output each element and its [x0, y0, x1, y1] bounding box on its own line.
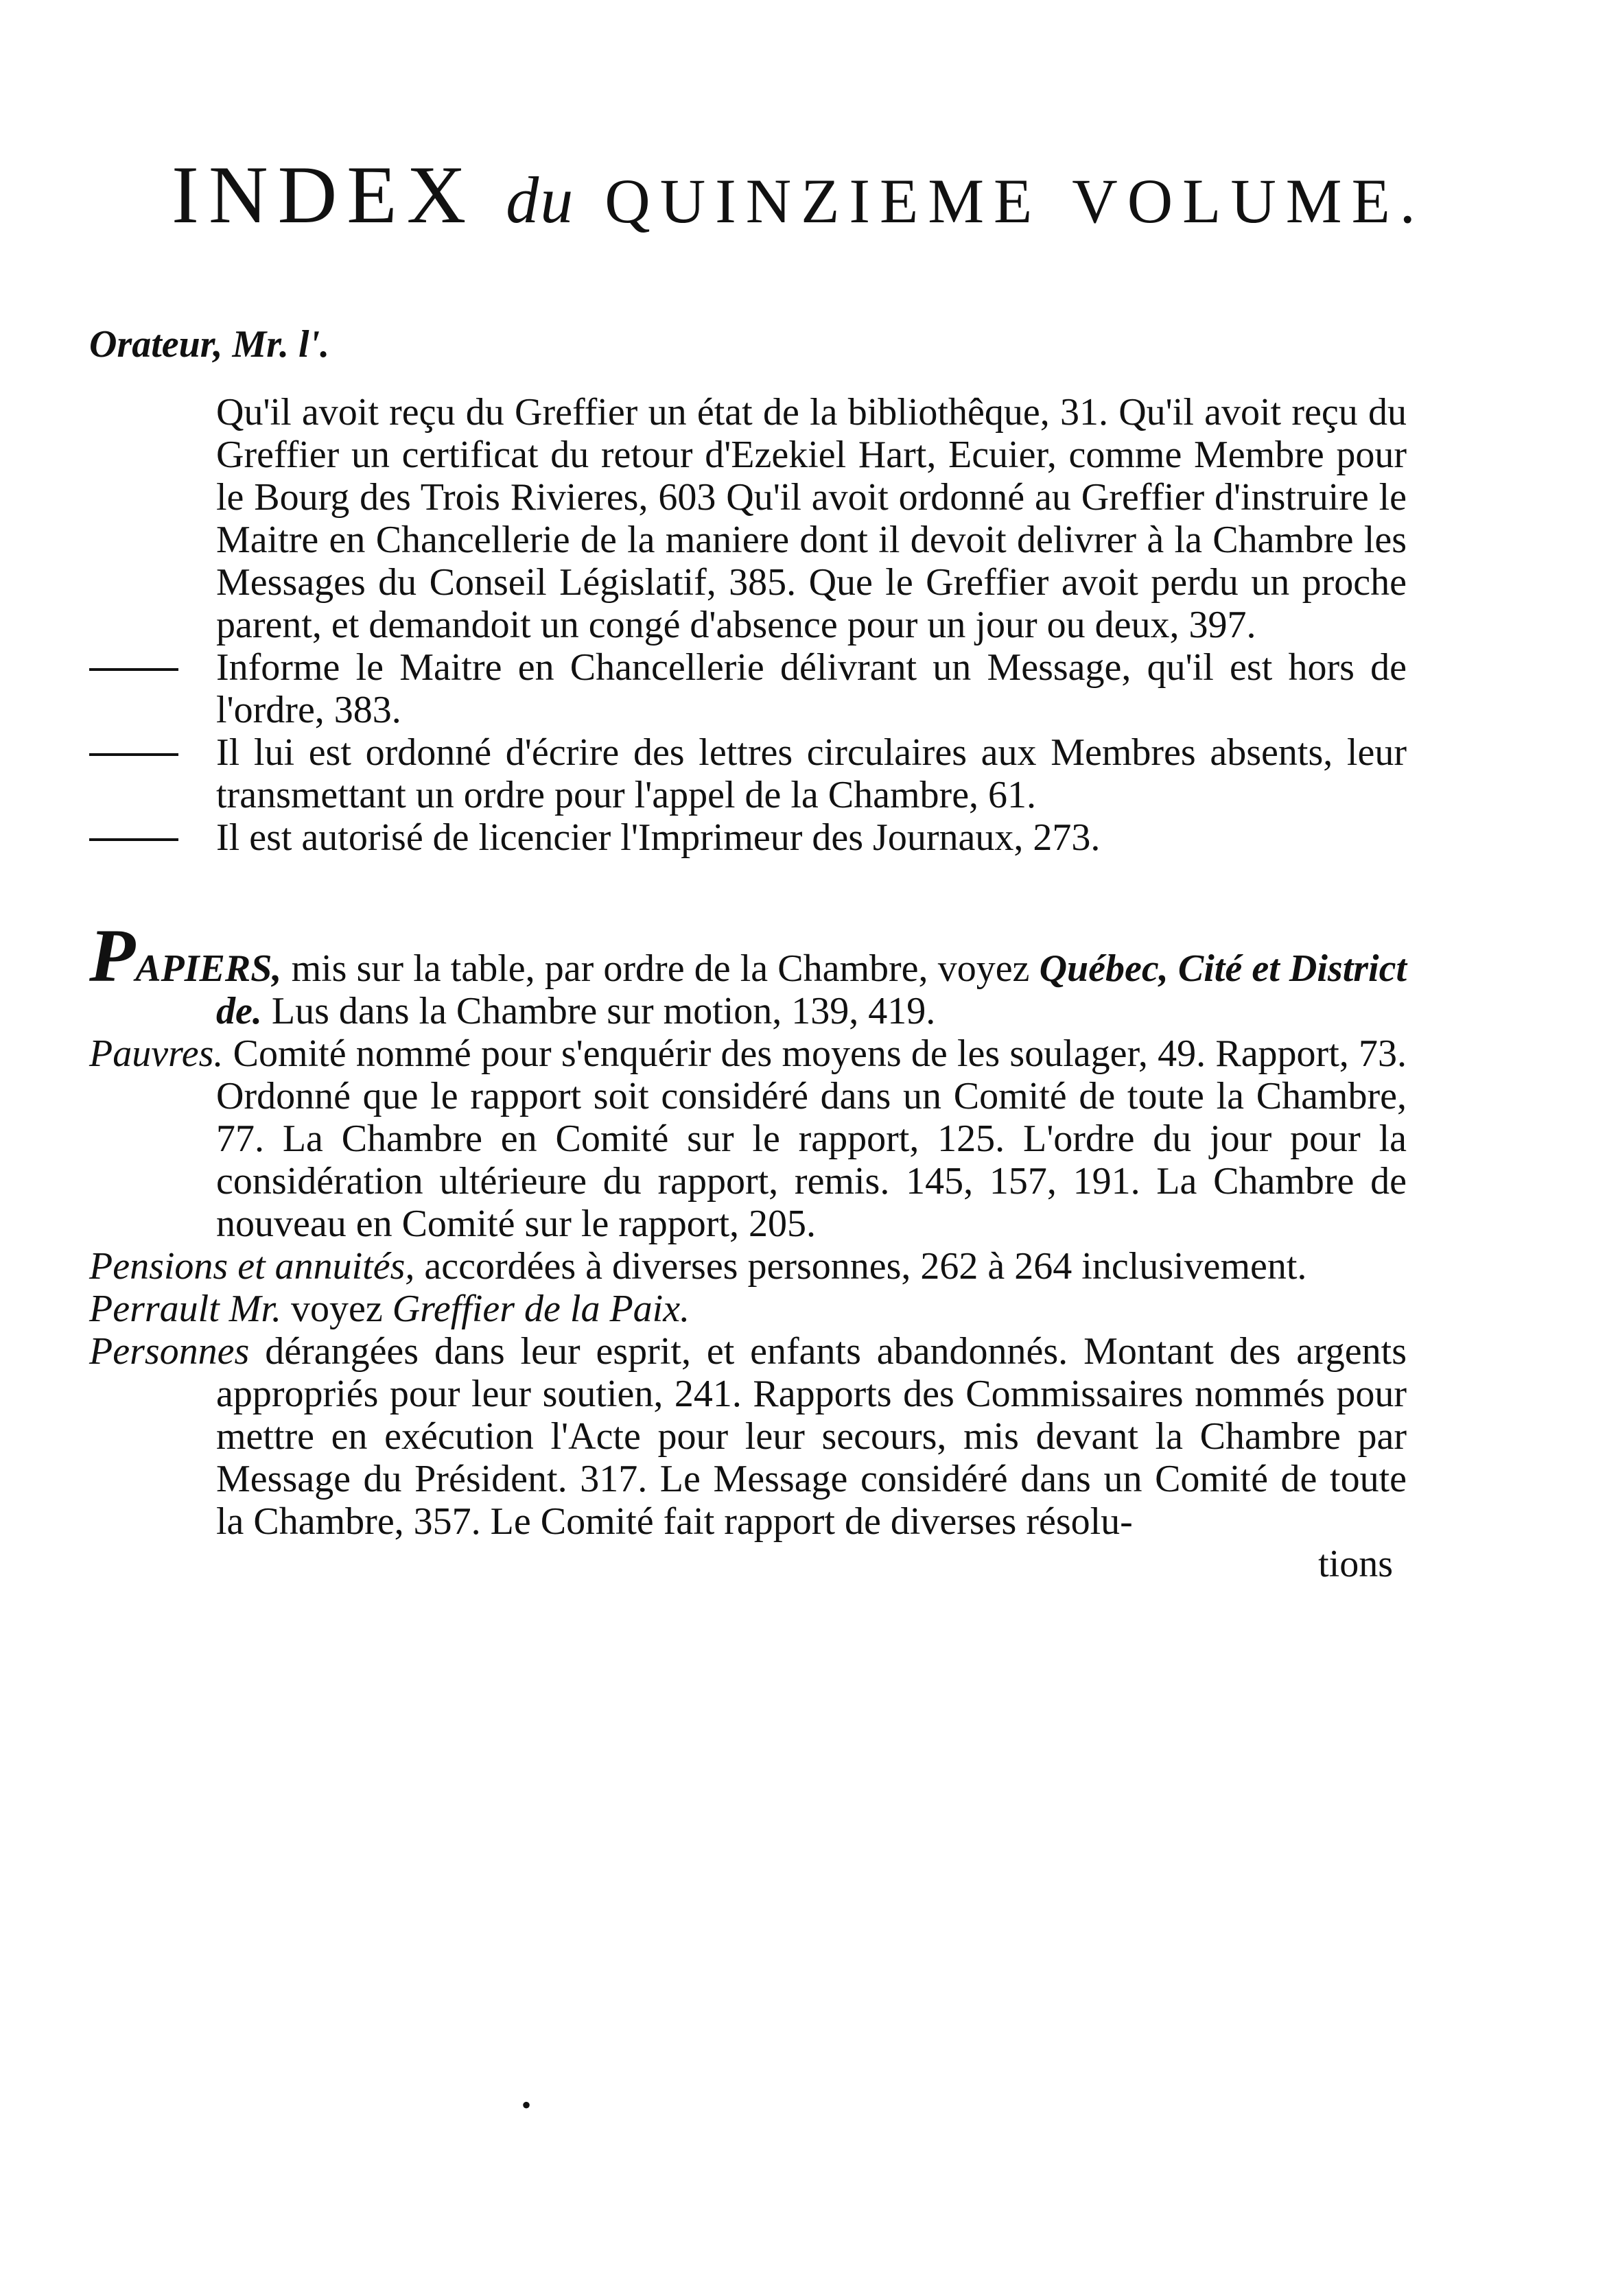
entry-text: voyez — [291, 1288, 383, 1330]
catchword: tions — [1318, 1543, 1393, 1585]
orateur-subentry-3 — [89, 816, 1407, 859]
subentry-text: Informe le Maitre en Chancellerie délivrant un Message, qu'il est hors de l'ordre, 383. — [216, 646, 1407, 731]
entry-head: Pauvres. — [89, 1032, 224, 1075]
entry-papiers — [89, 914, 1407, 1032]
cross-reference: Québec, Cité et District de. — [216, 947, 1407, 1032]
entry-pensions — [89, 1245, 1407, 1288]
entry-head: Perrault Mr. — [89, 1288, 281, 1330]
entry-text: Comité nommé pour s'enquérir des moyens de les soulager, 49. Rapport, 73. Ordonné que le rapport soit considéré dans un Comité de toute la Chambre, 77. La Chambre en Comité sur le rapport, 125. L'ordre du jour pour la considération ultérieure du rapport, remis. 145, 157, 191. La Chambre de nouveau en Comité sur le rapport, 205. — [216, 1032, 1407, 1245]
subentry-text: Il est autorisé de licencier l'Imprimeur des Journaux, 273. — [216, 816, 1101, 859]
title-volume: VOLUME. — [1072, 166, 1425, 236]
entry-text: mis sur la table, par ordre de la Chambre, voyez — [291, 947, 1030, 990]
orateur-subentry-2 — [89, 731, 1407, 816]
subentry-text: Il lui est ordonné d'écrire des lettres circulaires aux Membres absents, leur transmettant un ordre pour l'appel de la Chambre, 61. — [216, 731, 1407, 816]
page-title — [172, 147, 1441, 242]
index-body — [89, 391, 1407, 1585]
drop-initial: P — [89, 914, 136, 997]
title-index: INDEX — [172, 149, 476, 240]
title-quinzieme: QUINZIEME — [605, 166, 1042, 236]
em-dash-rule — [89, 753, 178, 756]
entry-text: dérangées dans leur esprit, et enfants abandonnés. Montant des argents appropriés pour leur soutien, 241. Rapports des Commissaires nommés pour mettre en exécution l'Acte pour leur secours, mis devant la Chambre par Message du Président. 317. Le Message considéré dans un Comité de toute la Chambre, 357. Le Comité fait rapport de diverses résolu- — [216, 1330, 1407, 1543]
entry-personnes — [89, 1330, 1407, 1543]
entry-perrault — [89, 1288, 1407, 1330]
entry-head: Pensions et annuités, — [89, 1245, 415, 1288]
orateur-subentry-1 — [89, 646, 1407, 731]
title-du: du — [506, 163, 575, 237]
entry-text: accordées à diverses personnes, 262 à 264 inclusivement. — [424, 1245, 1307, 1288]
entry-pauvres — [89, 1032, 1407, 1245]
orateur-paragraph: Qu'il avoit reçu du Greffier un état de la bibliothêque, 31. Qu'il avoit reçu du Greffier un certificat du retour d'Ezekiel Hart, Ecuier, comme Membre pour le Bourg des Trois Rivieres, 603 Qu'il avoit ordonné au Greffier d'instruire le Maitre en Chancellerie de la maniere dont il devoit delivrer à la Chambre les Messages du Conseil Législatif, 385. Que le Greffier avoit perdu un proche parent, et demandoit un congé d'absence pour un jour ou deux, 397. — [216, 391, 1407, 646]
em-dash-rule — [89, 668, 178, 671]
em-dash-rule — [89, 838, 178, 841]
cross-reference: Greffier de la Paix. — [392, 1288, 690, 1330]
entry-text: Lus dans la Chambre sur motion, 139, 419. — [271, 990, 936, 1032]
entry-head: Personnes — [89, 1330, 250, 1373]
entry-head: APIERS, — [135, 947, 282, 990]
printer-mark-icon: • — [521, 2090, 532, 2120]
section-heading-orateur: Orateur, Mr. l'. — [89, 323, 330, 366]
